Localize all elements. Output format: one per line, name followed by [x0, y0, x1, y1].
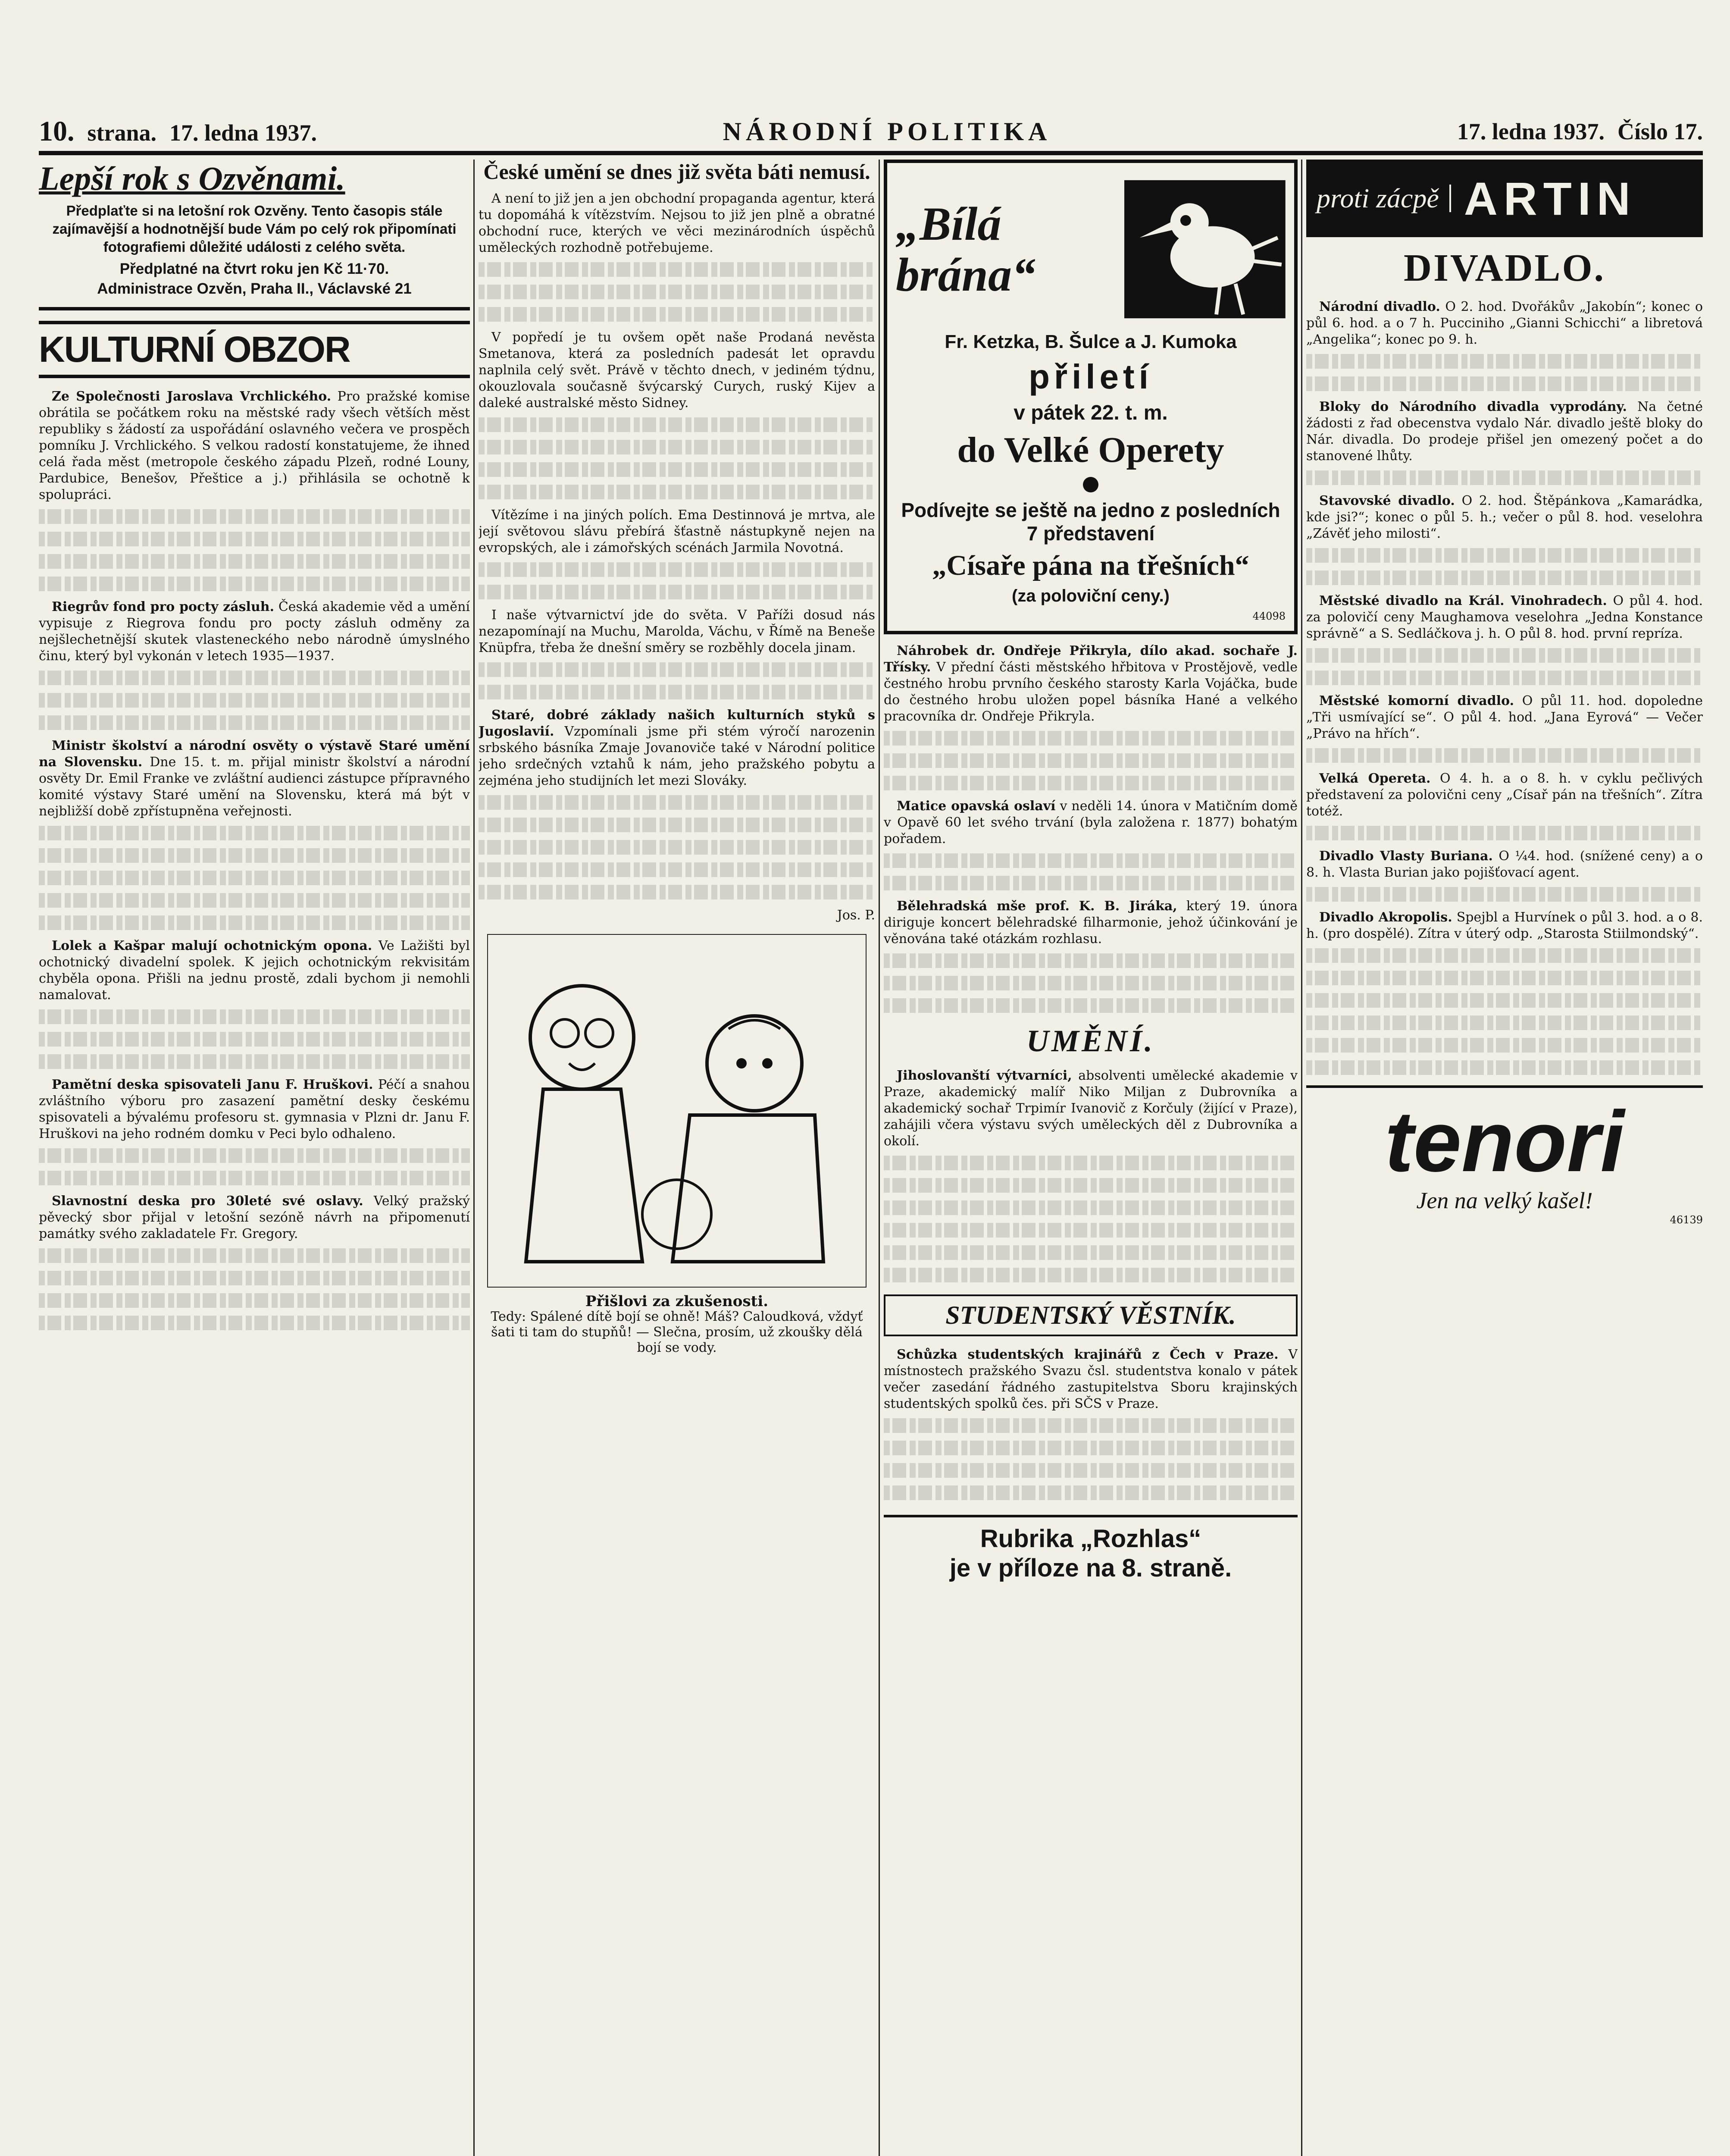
rubrika-title: Rubrika „Rozhlas“	[980, 1525, 1201, 1553]
theatre-text: Na četné žádosti z řad obecenstva vydalo Nár. divadlo ještě bloky do Nár. divadla. Do prodeje přišel jen omezený počet a do stanovené lhůty.	[1306, 399, 1703, 464]
page-number: 10.	[39, 116, 75, 147]
article-title: Slavnostní deska pro 30leté své oslavy.	[52, 1194, 363, 1209]
text-line	[39, 915, 470, 932]
column-3	[884, 160, 1298, 2156]
text-line	[1306, 971, 1703, 987]
text-line	[479, 885, 875, 901]
text-line	[39, 848, 470, 865]
article-text: absolventi umělecké akademie v Praze, akademický malíř Niko Miljan z Dubrovníka a akademický sochař Trpimír Ivanovič z Korčuly (žijící v Praze), zahájili včera výstavu svých uměleckých děl z Dubrovníka a okolí.	[884, 1068, 1298, 1149]
article	[884, 798, 1298, 847]
text-line	[1306, 1038, 1703, 1054]
text-line	[884, 1200, 1298, 1217]
text-line	[479, 795, 875, 812]
ad-theater: do Velké Operety	[957, 430, 1224, 470]
text-line	[39, 715, 470, 732]
text-line	[1306, 376, 1703, 393]
article-title: Pamětní deska spisovateli Janu F. Hruškovi.	[52, 1077, 373, 1092]
masthead: NÁRODNÍ POLITIKA	[723, 117, 1051, 146]
paragraph: I naše výtvarnictví jde do světa. V Paříži dosud nás nezapomínají na Muchu, Marolda, Váchu, v Římě na Beneše Knüpfra, třeba že dnešní směry se rozběhly docela jinam.	[479, 608, 875, 655]
cartoon-title: Přišlovi za zkušenosti.	[585, 1293, 769, 1310]
article-text: Velký pražský pěvecký sbor přijal v letošní sezóně návrh na připomenutí památky svého zakladatele Fr. Gregory.	[39, 1194, 470, 1241]
ad-code: 44098	[1252, 610, 1286, 622]
ad-price: (za poloviční ceny.)	[1012, 586, 1170, 605]
theatre-text: Spejbl a Hurvínek o půl 3. hod. a o 8. h. (pro dospělé). Zítra v úterý odp. „Starosta Stiilmondský“.	[1306, 910, 1703, 941]
newspaper-page	[39, 17, 1703, 2156]
article-text: Ve Lažišti byl ochotnický divadelní spolek. K jejich ochotnickým rekvisitám chyběla opona. Přišli na jednu prostě, zdali bychom ji nemohli namalovat.	[39, 938, 470, 1003]
paragraph: A není to již jen a jen obchodní propaganda agentur, která tu dopomáhá k vítězstvím. Nejsou to již jen plně a obratné obchodní ruce, kterých ve věci mezinárodních úspěchů uměleckých rozhodně potřebujeme.	[479, 191, 875, 255]
text-line	[1306, 826, 1703, 842]
ozveny-admin: Administrace Ozvěn, Praha II., Václavské 21	[97, 280, 412, 297]
paragraph: Vítězíme i na jiných polích. Ema Destinnová je mrtva, ale její světovou slávu přebírá šťastně nástupkyně nejen na evropských, ale i zámořských scénách Jarmila Novotná.	[479, 508, 875, 555]
text-line	[884, 1418, 1298, 1435]
theatre-item	[1306, 593, 1703, 642]
article	[884, 643, 1298, 725]
article-title: Matice opavská oslaví	[897, 799, 1056, 814]
cartoon-illustration	[487, 934, 867, 1288]
divadlo-heading: DIVADLO.	[1404, 247, 1605, 289]
text-line	[884, 1485, 1298, 1502]
text-line	[39, 1248, 470, 1265]
text-line	[884, 1178, 1298, 1194]
article	[884, 898, 1298, 947]
text-line	[884, 1441, 1298, 1457]
article-title: Ze Společnosti Jaroslava Vrchlického.	[52, 389, 332, 404]
ad-names: Fr. Ketzka, B. Šulce a J. Kumoka	[945, 331, 1237, 352]
text-line	[1306, 570, 1703, 587]
article-text: V místnostech pražského Svazu čsl. studentstva konalo v pátek večer zasedání řádného zastupitelstva Sboru krajinských studentských spolků čes. při SČS v Praze.	[884, 1347, 1298, 1411]
theatre-name: Národní divadlo.	[1319, 299, 1440, 314]
tenori-brand: tenori	[1385, 1094, 1624, 1190]
text-line	[39, 554, 470, 570]
article-text: Dne 15. t. m. přijal ministr školství a národní osvěty Dr. Emil Franke ve zvláštní audienci zástupce přípravného komité výstavy Staré umění na Slovensku, která má být v nejbližší době zpřístupněna veřejnosti.	[39, 755, 470, 819]
theatre-text: O 4. h. a o 8. h. v cyklu pečlivých představení za polovični ceny „Císař pán na třešních“. Zítra totéž.	[1306, 771, 1703, 819]
theatre-item	[1306, 771, 1703, 820]
article-title: Ministr školství a národní osvěty o výstavě Staré umění na Slovensku.	[39, 738, 470, 770]
article-title: Riegrův fond pro pocty zásluh.	[52, 599, 275, 614]
text-line	[479, 262, 875, 279]
ozveny-advert	[39, 160, 470, 310]
article-text: v neděli 14. února v Matičním domě v Opavě 60 let svého trvání (byla založena r. 1877) bohatým pořadem.	[884, 799, 1298, 846]
cartoon-caption	[479, 1294, 875, 1356]
theatre-name: Městské divadlo na Král. Vinohradech.	[1319, 593, 1607, 608]
text-line	[39, 1148, 470, 1165]
text-line	[1306, 548, 1703, 564]
article-text: který 19. února diriguje koncert bělehradské filharmonie, jehož účinkování je věnována také otázkám rozhlasu.	[884, 899, 1298, 946]
page-label: strana.	[87, 120, 156, 146]
ad-prileti: přiletí	[1029, 357, 1153, 396]
article	[479, 707, 875, 789]
rubrika-notice	[884, 1515, 1298, 1583]
text-line	[1306, 1015, 1703, 1032]
theatre-item	[1306, 848, 1703, 881]
theatre-text: O půl 4. hod. za polovičí ceny Maughamova veselohra „Jedna Konstance správně“ a S. Sedláčkova j. h. O půl 8. hod. první repríza.	[1306, 593, 1703, 641]
theatre-item	[1306, 399, 1703, 464]
article-title: Staré, dobré základy našich kulturních styků s Jugoslavií.	[479, 708, 875, 739]
text-line	[39, 671, 470, 687]
article-title: Bělehradská mše prof. K. B. Jiráka,	[897, 899, 1177, 914]
text-line	[1306, 354, 1703, 370]
ozveny-price: Předplatné na čtvrt roku jen Kč 11·70.	[119, 260, 389, 277]
main-article-title: České umění se dnes již světa báti nemusí.	[483, 160, 870, 184]
text-line	[884, 876, 1298, 892]
text-line	[1306, 671, 1703, 687]
theatre-text: O 2. hod. Štěpánkova „Kamarádka, kde jsi?“; konec o půl 5. h.; večer o půl 8. hod. veselohra „Závěť jeho milosti“.	[1306, 493, 1703, 541]
text-line	[884, 776, 1298, 792]
text-line	[479, 862, 875, 879]
issue-number: Číslo 17.	[1617, 119, 1703, 144]
text-line	[884, 853, 1298, 870]
text-line	[1306, 1060, 1703, 1077]
article	[39, 599, 470, 664]
theatre-name: Bloky do Národního divadla vyprodány.	[1319, 399, 1627, 414]
theatre-name: Divadlo Akropolis.	[1319, 910, 1452, 925]
text-line	[884, 976, 1298, 992]
section-title: KULTURNÍ OBZOR	[39, 321, 470, 378]
tenori-slogan: Jen na velký kašel!	[1416, 1188, 1593, 1213]
theatre-item	[1306, 693, 1703, 742]
column-rule	[879, 160, 880, 2156]
article	[39, 1077, 470, 1142]
column-rule	[473, 160, 475, 2156]
article-text: Pro pražské komise obrátila se počátkem roku na městské rady všech větších měst republiky s žádostí za uspořádání oslavného večera ve prospěch pomníku J. Vrchlického. S velkou radostí konstatujeme, že ihned celá řada měst (metropole českého západu Plzeň, rodné Louny, Pardubice, Benešov, Přeštice a j.) přihlásila se ochotně k spolupráci.	[39, 389, 470, 502]
article	[884, 1347, 1298, 1412]
article	[39, 389, 470, 503]
text-line	[884, 1245, 1298, 1262]
artin-brand: ARTIN	[1464, 172, 1636, 225]
text-line	[39, 1054, 470, 1071]
article-text: V přední části městského hřbitova v Prostějově, vedle čestného hrobu prvního českého starosty Karla Vojáčka, bude do čestného hrobu uložen popel básníka Hané a velkého pracovníka dr. Ondřeje Přikryla.	[884, 660, 1298, 724]
umeni-heading: UMĚNÍ.	[1026, 1024, 1155, 1058]
text-line	[479, 462, 875, 479]
text-line	[39, 1032, 470, 1048]
text-line	[1306, 948, 1703, 965]
stork-illustration	[1124, 172, 1286, 327]
theatre-name: Stavovské divadlo.	[1319, 493, 1455, 508]
article-text: Česká akademie věd a umění vypisuje z Riegrova fondu pro pocty zásluh odměny za nejšlechetnější skutek vlasteneckého nebo národně úmyslného činu, který byl vykonán v letech 1935—1937.	[39, 599, 470, 664]
text-line	[1306, 748, 1703, 765]
text-line	[884, 1156, 1298, 1172]
theatre-name: Městské komorní divadlo.	[1319, 693, 1514, 708]
text-line	[1306, 648, 1703, 664]
theatre-item	[1306, 909, 1703, 942]
text-line	[479, 818, 875, 834]
ad-date: v pátek 22. t. m.	[1014, 401, 1168, 424]
rubrika-text: je v příloze na 8. straně.	[949, 1554, 1232, 1582]
page-header	[39, 112, 1703, 155]
text-line	[479, 685, 875, 701]
date-right: 17. ledna 1937.	[1457, 119, 1605, 144]
text-line	[39, 1316, 470, 1332]
text-line	[1306, 887, 1703, 903]
article	[884, 1068, 1298, 1150]
article	[39, 938, 470, 1003]
article-title: Náhrobek dr. Ondřeje Přikryla, dílo akad. sochaře J. Třísky.	[884, 643, 1298, 675]
theatre-name: Divadlo Vlasty Buriana.	[1319, 849, 1493, 864]
text-line	[479, 417, 875, 434]
cartoon	[479, 934, 875, 1356]
article-text: Péčí a snahou zvláštního výboru pro zasazení pamětní desky českému spisovateli a bývalému profesoru st. gymnasia v Plzni dr. Janu F. Hruškovi na jeho rodném domku v Peci bylo odhaleno.	[39, 1077, 470, 1141]
ozveny-body: Předplaťte si na letošní rok Ozvěny. Tento časopis stále zajímavější a hodnotnější bude Vám po celý rok připomínati fotografiemi důležité události z celého světa.	[52, 203, 457, 255]
theatre-text: O ¼4. hod. (snížené ceny) a o 8. h. Vlasta Burian jako pojišťovací agent.	[1306, 849, 1703, 880]
text-line	[39, 1293, 470, 1310]
text-line	[884, 753, 1298, 770]
column-rule	[1301, 160, 1302, 2156]
theatre-item	[1306, 493, 1703, 542]
text-line	[479, 840, 875, 856]
column-4	[1306, 160, 1703, 2156]
text-line	[479, 562, 875, 579]
article-title: Lolek a Kašpar malují ochotnickým opona.	[52, 938, 372, 953]
column-2	[479, 160, 875, 2156]
paragraph: V popředí je tu ovšem opět naše Prodaná nevěsta Smetanova, která za posledních padesát let opravdu naplnila celý svět. Právě v těchto dnech, v jediném týdnu, okouzlovala současně švýcarský Curych, ruský Kijev a daleké australské město Sidney.	[479, 330, 875, 411]
artin-slogan: proti zácpě	[1306, 185, 1451, 212]
text-line	[39, 532, 470, 548]
article-text: Vzpomínali jsme při stém výročí narozenin srbského básníka Zmaje Jovanoviče také v Národní politice jeho srdečných vztahů k nám, jeho pražského pobytu a zejména jeho studijních let mezi Slováky.	[479, 724, 875, 788]
theatre-item	[1306, 299, 1703, 348]
text-line	[39, 693, 470, 709]
text-line	[39, 509, 470, 526]
text-line	[479, 307, 875, 323]
text-line	[479, 440, 875, 456]
article-title: Schůzka studentských krajinářů z Čech v Praze.	[897, 1347, 1279, 1362]
text-line	[39, 826, 470, 842]
text-line	[39, 893, 470, 909]
text-line	[1306, 470, 1703, 487]
ad-bullet	[1083, 477, 1098, 492]
ad-show: „Císaře pána na třešních“	[932, 550, 1249, 581]
text-line	[39, 871, 470, 887]
text-line	[479, 285, 875, 301]
theatre-text: O půl 11. hod. dopoledne „Tři usmívající se“. O půl 4. hod. „Jana Eyrová“ — Večer „Právo na hřích“.	[1306, 693, 1703, 741]
ozveny-title: Lepší rok s Ozvěnami.	[39, 160, 345, 197]
text-line	[479, 485, 875, 501]
artin-advert	[1306, 160, 1703, 237]
text-line	[884, 1268, 1298, 1284]
cartoon-text: Tedy: Spálené dítě bojí se ohně! Máš? Caloudková, vždyť šati ti tam do stupňů! — Slečna, prosím, už zkoušky dělá bojí se vody.	[491, 1309, 863, 1355]
student-heading: STUDENTSKÝ VĚSTNÍK.	[884, 1294, 1298, 1336]
ad-title: „Bílá brána“	[896, 197, 1035, 301]
signature: Jos. P.	[837, 908, 875, 923]
text-line	[479, 585, 875, 601]
text-line	[39, 1009, 470, 1026]
article-title: Jihoslovanští výtvarníci,	[897, 1068, 1072, 1083]
tenori-advert	[1306, 1085, 1703, 1226]
text-line	[884, 731, 1298, 747]
text-line	[39, 1171, 470, 1187]
text-line	[884, 998, 1298, 1015]
theatre-text: O 2. hod. Dvořákův „Jakobín“; konec o půl 6. hod. a o 7 h. Pucciniho „Gianni Schicchi“ a libretová „Angelika“; konec po 9. h.	[1306, 299, 1703, 347]
text-line	[1306, 993, 1703, 1009]
operetta-advert	[884, 160, 1298, 634]
text-line	[39, 1271, 470, 1287]
article	[39, 738, 470, 820]
text-line	[884, 1463, 1298, 1479]
ad-notice: Podívejte se ještě na jedno z posledních 7 představení	[901, 499, 1280, 545]
text-line	[39, 577, 470, 593]
tenori-code: 46139	[1670, 1214, 1703, 1226]
theatre-name: Velká Opereta.	[1319, 771, 1431, 786]
column-1	[39, 160, 470, 2156]
date-left: 17. ledna 1937.	[169, 120, 317, 146]
article	[39, 1193, 470, 1242]
text-line	[884, 1223, 1298, 1239]
text-line	[479, 662, 875, 679]
text-line	[884, 953, 1298, 970]
